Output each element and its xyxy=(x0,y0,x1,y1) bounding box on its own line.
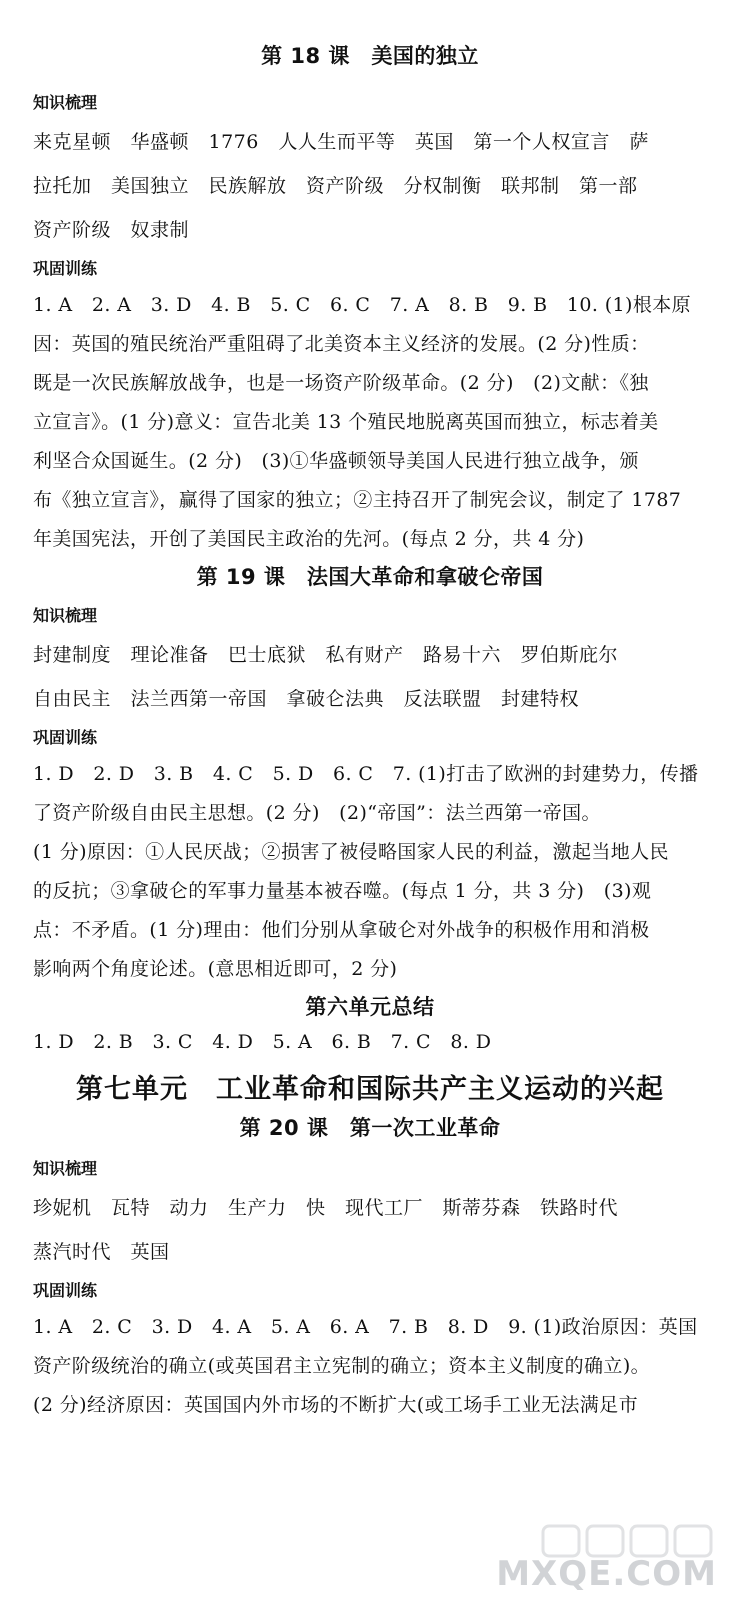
lesson-18-practice-heading: 巩固训练 xyxy=(33,259,98,278)
lesson-18-answer-line: 利坚合众国诞生。(2 分) (3)①华盛顿领导美国人民进行独立战争，颁 xyxy=(33,450,639,472)
lesson-19-answer-line: 了资产阶级自由民主思想。(2 分) (2)“帝国”：法兰西第一帝国。 xyxy=(33,802,601,824)
unit-7-title: 第七单元 工业革命和国际共产主义运动的兴起 xyxy=(76,1074,664,1105)
lesson-19-answer-line: (1 分)原因：①人民厌战；②损害了被侵略国家人民的利益，激起当地人民 xyxy=(33,841,669,863)
lesson-19-knowledge-heading: 知识梳理 xyxy=(33,606,98,625)
lesson-20-knowledge-line: 蒸汽时代 英国 xyxy=(33,1241,170,1263)
lesson-20-answer-line: 1. A 2. C 3. D 4. A 5. A 6. A 7. B 8. D 9. (1)政治原因：英国 xyxy=(33,1316,698,1338)
lesson-18-answer-line: 1. A 2. A 3. D 4. B 5. C 6. C 7. A 8. B 9. B 10. (1)根本原 xyxy=(33,294,692,316)
lesson-18-answer-line: 年美国宪法，开创了美国民主政治的先河。(每点 2 分，共 4 分) xyxy=(33,528,585,550)
lesson-19-section xyxy=(33,561,707,989)
lesson-20-practice-heading: 巩固训练 xyxy=(33,1281,98,1300)
lesson-18-answer-line: 因：英国的殖民统治严重阻碍了北美资本主义经济的发展。(2 分)性质： xyxy=(33,333,650,355)
lesson-18-knowledge-line: 拉托加 美国独立 民族解放 资产阶级 分权制衡 联邦制 第一部 xyxy=(33,175,638,197)
lesson-18-knowledge-line: 资产阶级 奴隶制 xyxy=(33,219,190,241)
lesson-20-answer-line: 资产阶级统治的确立(或英国君主立宪制的确立；资本主义制度的确立)。 xyxy=(33,1355,651,1377)
lesson-20-answer-line: (2 分)经济原因：英国国内外市场的不断扩大(或工场手工业无法满足市 xyxy=(33,1394,638,1416)
lesson-18-knowledge-heading: 知识梳理 xyxy=(33,93,98,112)
unit-6-summary-answers: 1. D 2. B 3. C 4. D 5. A 6. B 7. C 8. D xyxy=(33,1031,492,1053)
lesson-19-answer-line: 1. D 2. D 3. B 4. C 5. D 6. C 7. (1)打击了欧洲的封建势力，传播 xyxy=(33,763,699,785)
lesson-19-practice-heading: 巩固训练 xyxy=(33,728,98,747)
unit-6-summary-title: 第六单元总结 xyxy=(305,995,435,1019)
lesson-18-title: 第 18 课 美国的独立 xyxy=(261,44,479,68)
lesson-19-knowledge-line: 自由民主 法兰西第一帝国 拿破仑法典 反法联盟 封建特权 xyxy=(33,688,580,710)
lesson-18-answer-line: 立宣言》。(1 分)意义：宣告北美 13 个殖民地脱离英国而独立，标志着美 xyxy=(33,411,659,433)
lesson-19-knowledge-line: 封建制度 理论准备 巴士底狱 私有财产 路易十六 罗伯斯庇尔 xyxy=(33,644,619,666)
lesson-20-knowledge-heading: 知识梳理 xyxy=(33,1159,98,1178)
lesson-20-knowledge-line: 珍妮机 瓦特 动力 生产力 快 现代工厂 斯蒂芬森 铁路时代 xyxy=(33,1197,619,1219)
lesson-20-title: 第 20 课 第一次工业革命 xyxy=(239,1116,501,1140)
watermark-text: MXQE.COM xyxy=(496,1554,717,1594)
lesson-18-knowledge-line: 来克星顿 华盛顿 1776 人人生而平等 英国 第一个人权宣言 萨 xyxy=(33,131,649,153)
lesson-20-section xyxy=(33,1112,707,1425)
lesson-19-title: 第 19 课 法国大革命和拿破仑帝国 xyxy=(196,565,544,589)
lesson-18-section xyxy=(33,40,707,559)
lesson-19-answer-line: 影响两个角度论述。(意思相近即可，2 分) xyxy=(33,958,398,980)
lesson-19-answer-line: 点：不矛盾。(1 分)理由：他们分别从拿破仑对外战争的积极作用和消极 xyxy=(33,919,650,941)
lesson-19-answer-line: 的反抗；③拿破仑的军事力量基本被吞噬。(每点 1 分，共 3 分) (3)观 xyxy=(33,880,652,902)
lesson-18-answer-line: 布《独立宣言》，赢得了国家的独立；②主持召开了制宪会议，制定了 1787 xyxy=(33,489,682,511)
unit-6-summary-section xyxy=(33,991,707,1062)
lesson-18-answer-line: 既是一次民族解放战争，也是一场资产阶级革命。(2 分) (2)文献：《独 xyxy=(33,372,649,394)
